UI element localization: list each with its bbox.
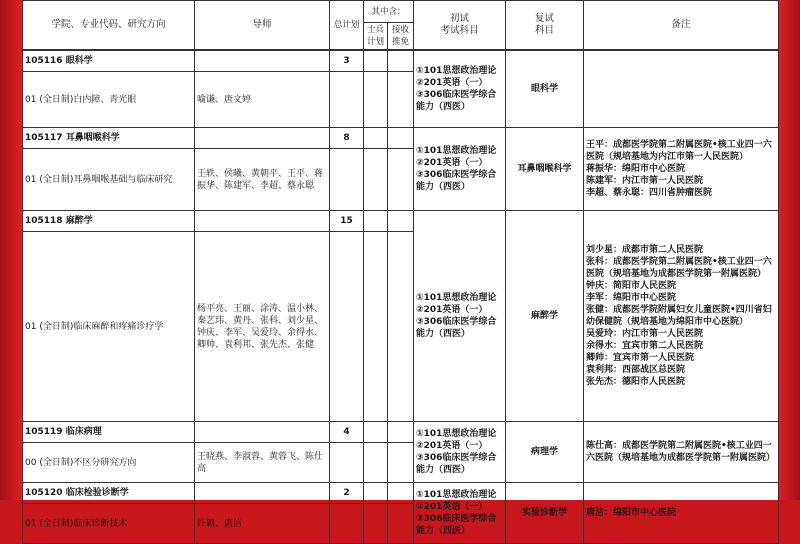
direction-soldier-empty [364,504,388,544]
section-advisor-empty [195,422,330,443]
section-second-exam: 实验诊断学 [506,483,584,544]
section-row [23,422,779,443]
section-exempt-empty [388,211,414,232]
section-code: 105118 麻醉学 [23,211,195,232]
direction-code: 01 [25,518,37,529]
direction-cell [23,72,195,128]
note-line: 刘少星：成都市第二人民医院 [586,245,704,255]
section-first-exam [414,128,506,211]
section-total: 2 [330,483,364,504]
note-line: 余得水：宜宾市第二人民医院 [586,341,704,351]
exam-subject: ①101思想政治理论 [416,429,497,439]
header-second-line2: 科目 [535,25,555,36]
advisor-list: 许颖、唐洁 [195,504,330,544]
direction-code: 01 [25,94,37,105]
admission-table-sheet [22,0,778,536]
exam-subject: ①101思想政治理论 [416,490,497,500]
header-exempt-line1: 接收 [392,25,410,35]
header-total: 总计划 [330,1,364,50]
note-line: 卿帅：宜宾市第一人民医院 [586,353,695,363]
exam-subject: ②201英语（一） [416,441,488,451]
note-line: 张健：成都医学院附属妇女儿童医院•四川省妇幼保健院（规培基地为绵阳市中心医院） [586,305,772,327]
header-soldier [364,23,388,50]
section-soldier-empty [364,128,388,149]
advisor-list: 王晓燕、李淑蓉、黄蓉飞、陈仕高 [195,443,330,483]
section-code: 105117 耳鼻咽喉科学 [23,128,195,149]
header-second-exam [506,1,584,50]
section-exempt-empty [388,51,414,72]
section-second-exam: 耳鼻咽喉科学 [506,128,584,211]
admission-plan-table [22,0,779,50]
direction-total-empty [330,149,364,211]
note-line: 李军：绵阳市中心医院 [586,293,677,303]
section-advisor-empty [195,483,330,504]
exam-subject: 能力（西医） [416,526,471,536]
section-exempt-empty [388,128,414,149]
section-first-exam [414,211,506,422]
section-total: 8 [330,128,364,149]
advisor-list: 喻谦、唐文婷 [195,72,330,128]
exam-subject: ②201英语（一） [416,78,488,88]
exam-subject: ②201英语（一） [416,305,488,315]
note-line: 唐洁：绵阳市中心医院 [586,508,677,518]
section-second-exam: 眼科学 [506,51,584,128]
header-exempt-line2: 推免 [392,37,410,47]
exam-subject: 能力（西医） [416,182,471,192]
direction-cell [23,232,195,422]
exam-subject: ①101思想政治理论 [416,66,497,76]
header-first-line1: 初试 [450,13,470,24]
section-soldier-empty [364,422,388,443]
section-note [584,211,779,422]
section-code: 105119 临床病理 [23,422,195,443]
direction-code: 00 [25,457,37,468]
section-total: 3 [330,51,364,72]
section-note [584,483,779,544]
header-first-line2: 考试科目 [440,25,479,36]
section-exempt-empty [388,483,414,504]
section-row [23,483,779,504]
section-total: 15 [330,211,364,232]
exam-subject: ③306临床医学综合 [416,514,497,524]
note-line: 袁利邦：西部战区总医院 [586,365,686,375]
exam-subject: ③306临床医学综合 [416,90,497,100]
note-line: 吴爱玲：内江市第一人民医院 [586,329,704,339]
note-line: 蒋振华：绵阳市中心医院 [586,164,686,174]
exam-subject: 能力（西医） [416,329,471,339]
note-line: 钟庆：简阳市人民医院 [586,281,677,291]
direction-name: (全日制)不区分研究方向 [39,457,137,468]
note-line: 陈仕高：成都医学院第二附属医院•核工业四一六医院（规培基地为成都医学院第一附属医院） [586,441,776,463]
header-row-1 [23,1,779,23]
section-soldier-empty [364,51,388,72]
header-first-exam [414,1,506,50]
header-of-which: 其中含： [364,1,414,23]
direction-code: 01 [25,174,37,185]
admission-plan-body [22,50,779,544]
note-line: 李超、蔡永聪：四川省肿瘤医院 [586,188,713,198]
direction-cell [23,443,195,483]
direction-cell [23,149,195,211]
exam-subject: 能力（西医） [416,102,471,112]
section-row [23,128,779,149]
section-exempt-empty [388,422,414,443]
direction-exempt-empty [388,443,414,483]
direction-code: 01 [25,321,37,332]
advisor-list: 杨平亮、王丽、涂涛、温小林、秦艺玮、黄丹、张科、刘少星、钟庆、李军、吴爱玲、余得水、卿帅、袁利邦、张先杰、张健 [195,232,330,422]
direction-exempt-empty [388,149,414,211]
section-first-exam [414,51,506,128]
header-soldier-line2: 计划 [366,37,384,47]
section-first-exam [414,483,506,544]
section-second-exam: 麻醉学 [506,211,584,422]
direction-soldier-empty [364,149,388,211]
section-row [23,211,779,232]
section-advisor-empty [195,51,330,72]
section-advisor-empty [195,211,330,232]
header-note: 备注 [584,1,779,50]
section-soldier-empty [364,211,388,232]
note-line: 张科：成都医学院第二附属医院•核工业四一六医院（规培基地为成都医学院第一附属医院） [586,257,772,279]
direction-exempt-empty [388,504,414,544]
right-red-border [778,0,800,500]
direction-total-empty [330,72,364,128]
direction-name: (全日制)白内障、青光眼 [39,94,137,105]
exam-subject: ③306临床医学综合 [416,317,497,327]
exam-subject: ①101思想政治理论 [416,146,497,156]
section-total: 4 [330,422,364,443]
direction-total-empty [330,504,364,544]
direction-soldier-empty [364,232,388,422]
left-red-border [0,0,22,500]
header-exempt [388,23,414,50]
header-soldier-line1: 士兵 [366,25,384,35]
direction-total-empty [330,443,364,483]
exam-subject: ①101思想政治理论 [416,293,497,303]
direction-name: (全日制)临床麻醉和疼痛诊疗学 [39,321,164,332]
direction-exempt-empty [388,72,414,128]
direction-name: (全日制)临床诊断技术 [39,518,128,529]
direction-total-empty [330,232,364,422]
advisor-list: 王轶、侯曦、黄朝平、王平、蒋振华、陈建军、李超、蔡永聪 [195,149,330,211]
section-advisor-empty [195,128,330,149]
exam-subject: ③306临床医学综合 [416,453,497,463]
section-note [584,51,779,128]
note-line: 陈建军：内江市第一人民医院 [586,176,704,186]
section-second-exam: 病理学 [506,422,584,483]
direction-name: (全日制)耳鼻咽喉基础与临床研究 [39,174,173,185]
exam-subject: ②201英语（一） [416,158,488,168]
header-advisor: 导师 [195,1,330,50]
section-row [23,51,779,72]
section-first-exam [414,422,506,483]
direction-soldier-empty [364,443,388,483]
direction-cell [23,504,195,544]
note-line: 张先杰：德阳市人民医院 [586,377,686,387]
exam-subject: ③306临床医学综合 [416,170,497,180]
section-note [584,128,779,211]
note-line: 王平：成都医学院第二附属医院•核工业四一六医院（规培基地为内江市第一人民医院） [586,140,772,162]
section-soldier-empty [364,483,388,504]
exam-subject: ②201英语（一） [416,502,488,512]
header-second-line1: 复试 [535,13,555,24]
header-program: 学院、专业代码、研究方向 [23,1,195,50]
exam-subject: 能力（西医） [416,465,471,475]
section-code: 105120 临床检验诊断学 [23,483,195,504]
section-note [584,422,779,483]
section-code: 105116 眼科学 [23,51,195,72]
direction-soldier-empty [364,72,388,128]
direction-exempt-empty [388,232,414,422]
